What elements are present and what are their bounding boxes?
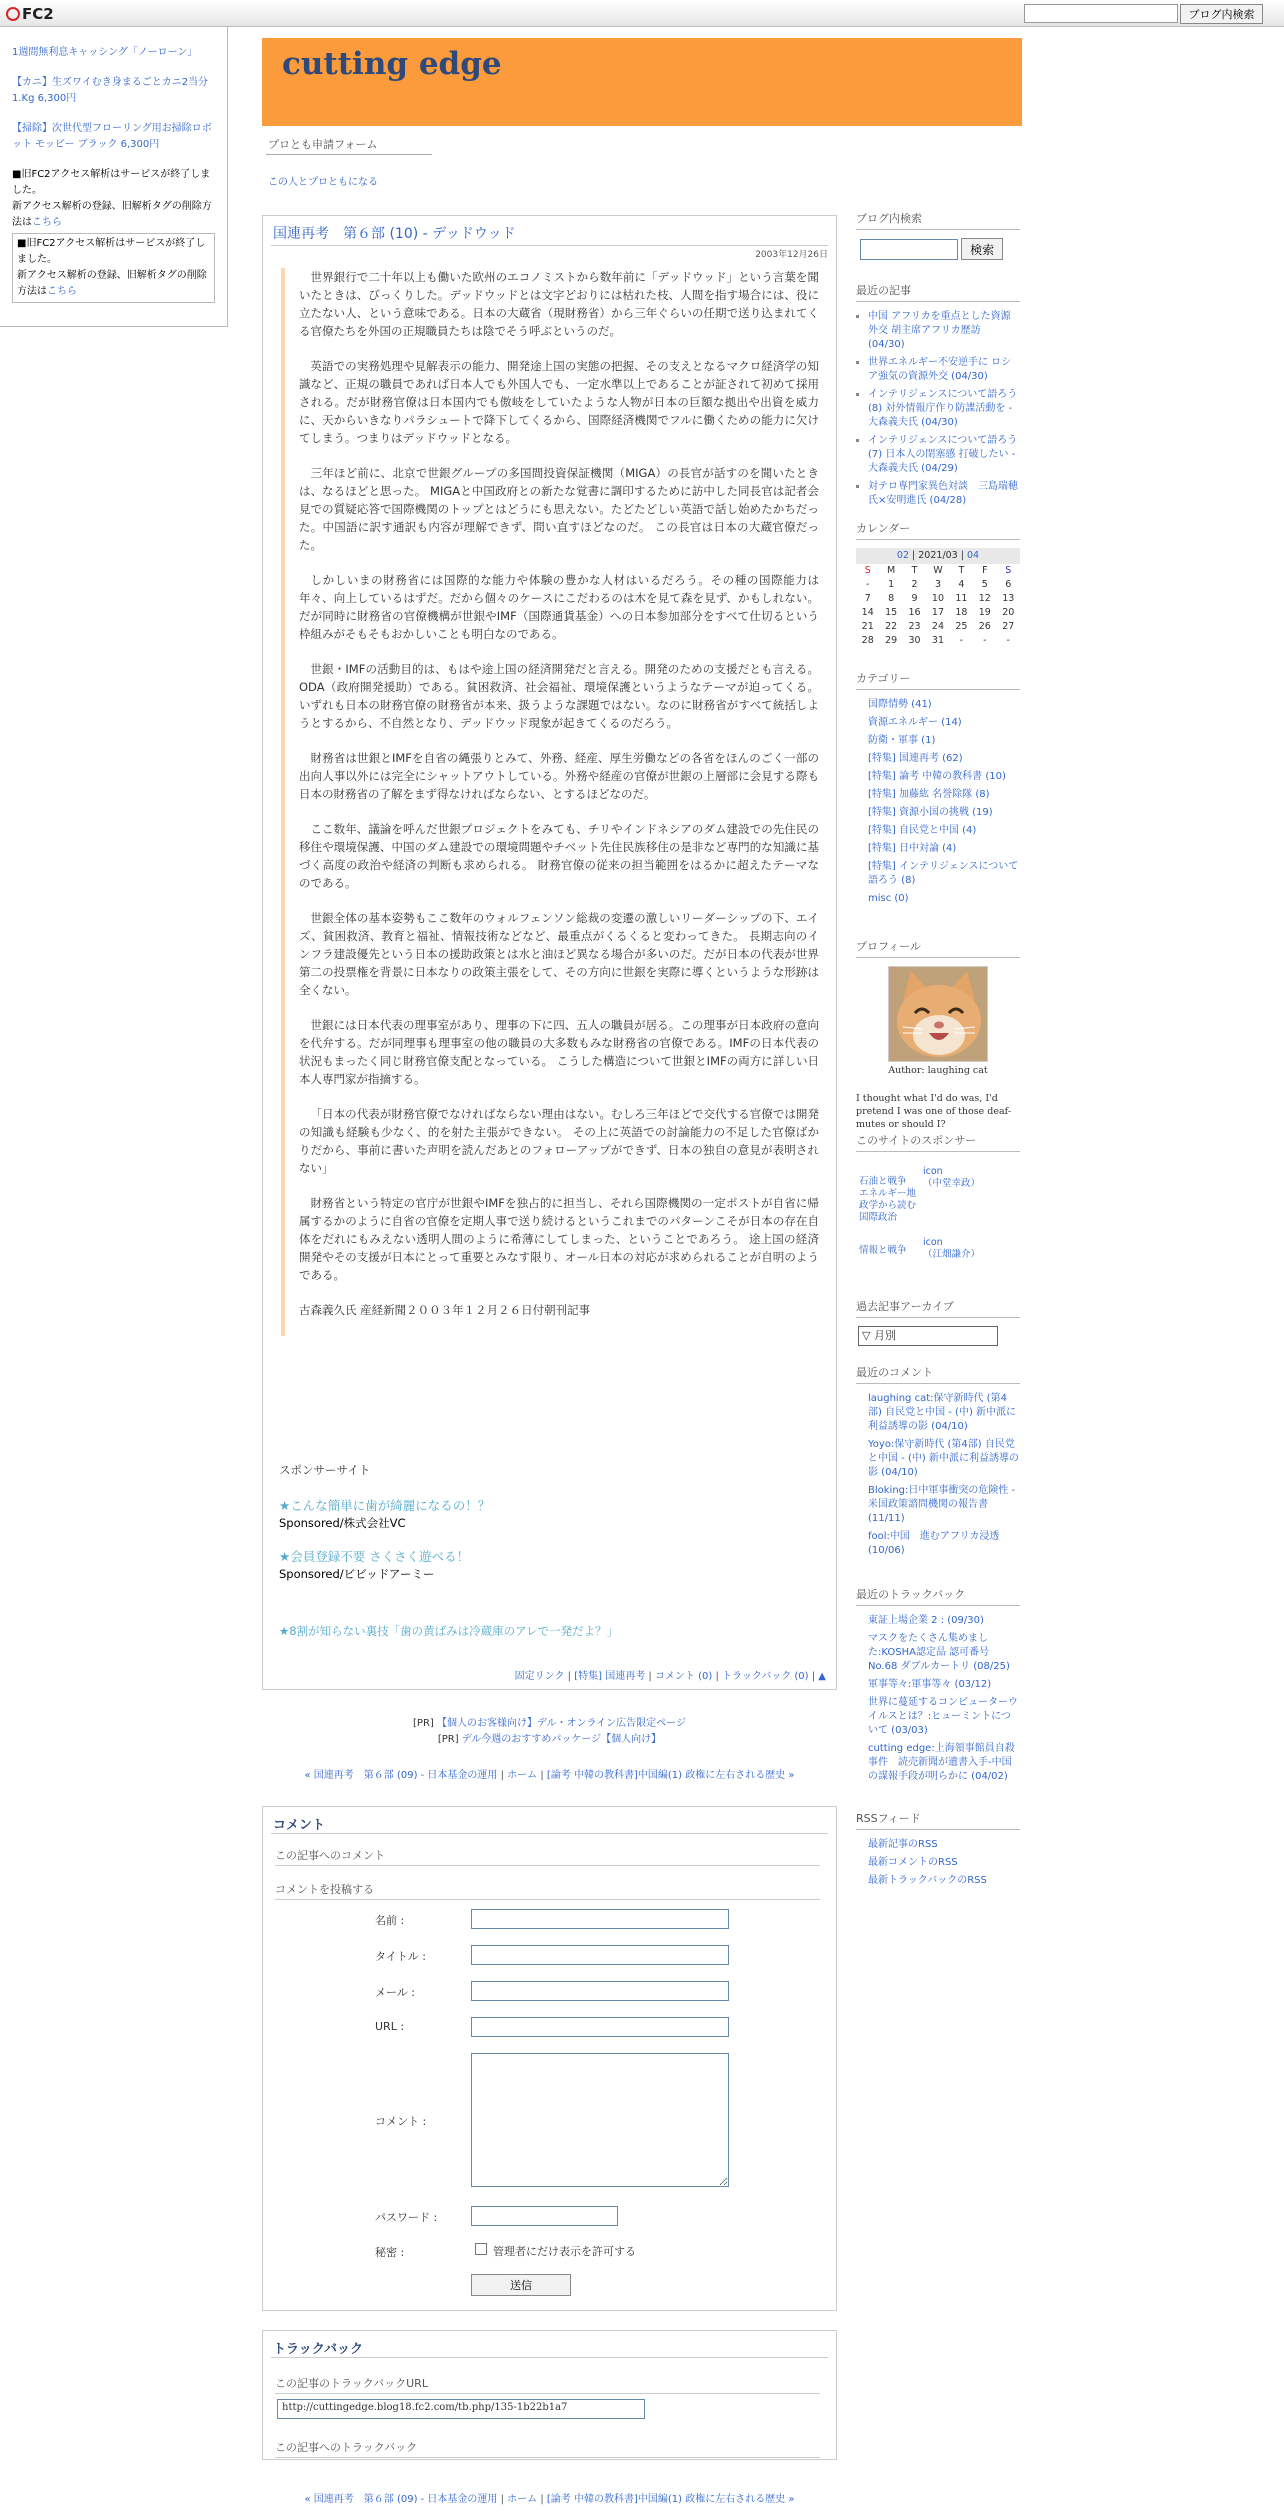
archive-heading: 過去記事アーカイブ <box>856 1300 1020 1318</box>
blog-search-button[interactable]: ブログ内検索 <box>1180 4 1263 24</box>
recent-comments-heading: 最近のコメント <box>856 1366 1020 1384</box>
sponsor-book-icon-1[interactable]: icon <box>923 1166 943 1177</box>
page-top-link[interactable]: ▲ <box>818 1671 826 1682</box>
analytics-notice-box: ■旧FC2アクセス解析はサービスが終了しました。 新アクセス解析の登録、旧解析タグの削除方法はこちら <box>12 233 215 303</box>
sidebar-archive <box>856 1300 1020 1346</box>
category-item-link[interactable]: [特集] 資源小国の挑戦 (19) <box>868 807 993 818</box>
sidebar-recent-comments <box>856 1366 1020 1562</box>
recent-entries-heading: 最近の記事 <box>856 284 1020 302</box>
category-item-link[interactable]: misc (0) <box>868 893 909 904</box>
rss-trackbacks-link[interactable]: 最新トラックバックのRSS <box>868 1875 987 1886</box>
sponsors-table <box>856 1160 1020 1264</box>
recent-entry-link[interactable]: 中国 アフリカを重点とした資源外交 胡主席アフリカ歴訪 (04/30) <box>868 311 1011 350</box>
home-link[interactable]: ホーム <box>507 2494 538 2505</box>
sponsors-heading: このサイトのスポンサー <box>856 1134 1020 1152</box>
prev-entry-link[interactable]: « 国連再考 第６部 (09) - 日本基金の運用 <box>304 2494 498 2505</box>
calendar-cell: 27 <box>1002 621 1015 632</box>
calendar-cell: 21 <box>861 621 874 632</box>
calendar-cell: 7 <box>864 593 871 604</box>
comment-textarea[interactable] <box>471 2053 729 2187</box>
rss-comments-link[interactable]: 最新コメントのRSS <box>868 1857 958 1868</box>
sponsor-company: Sponsored/ビビッドアーミー <box>279 1567 435 1581</box>
calendar-cell: 2 <box>911 579 918 590</box>
protomo-form <box>266 136 432 188</box>
entry-paragraph: 世銀全体の基本姿勢もここ数年のウォルフェンソン総裁の変遷の激しいリーダーシップの下、エイズ、貧困救済、教育と福祉、情報技術などなど、最重点がくるくると変わってきた。 長期志向のインフラ建設優先という日本の援助政策とは水と油ほど異なる場合が多いのだ。だが日本の代表が世界第二の投票権を背景に日本なりの政策主張をして、その方向に世銀を実際に導くというような形跡は全くない。 <box>299 911 819 997</box>
trackback-url-field[interactable]: http://cuttingedge.blog18.fc2.com/tb.php/135-1b22b1a7 <box>277 2399 645 2419</box>
sidebar-search-input[interactable] <box>860 239 958 260</box>
recent-entry-item <box>868 434 1020 476</box>
recent-comment-link[interactable]: laughing cat:保守新時代 (第4部) 自民党と中国 - (中) 新中派に利益誘導の影 (04/10) <box>868 1393 1017 1432</box>
calendar-cell: 6 <box>1005 579 1012 590</box>
sidebar-profile <box>856 940 1020 1131</box>
blog-title[interactable]: cutting edge <box>282 46 502 82</box>
calendar-cell: 30 <box>908 635 921 646</box>
calendar-day-header: S <box>1005 565 1012 576</box>
pr-link-dell-2[interactable]: デル今週のおすすめパッケージ【個人向け】 <box>461 1734 662 1745</box>
profile-text: I thought what I'd do was, I'd pretend I was one of those deaf-mutes or should I? <box>856 1093 1012 1130</box>
trackback-heading: トラックバック <box>273 2342 363 2357</box>
trackback-list-heading: この記事へのトラックバック <box>275 2439 820 2458</box>
profile-avatar <box>888 966 988 1062</box>
calendar-cell: - <box>865 579 870 590</box>
sponsor-heading: スポンサーサイト <box>279 1463 371 1477</box>
recent-trackback-link[interactable]: 世界に蔓延するコンピューターウイルスとは？:ヒューミントについて (03/03) <box>868 1697 1018 1736</box>
analytics-notice: ■旧FC2アクセス解析はサービスが終了しました。 新アクセス解析の登録、旧解析タグの削除方法はこちら <box>12 169 212 228</box>
blog-header <box>262 38 1022 126</box>
recent-trackback-link[interactable]: 軍事等々:軍事等々 (03/12) <box>868 1679 992 1690</box>
calendar-heading: カレンダー <box>856 522 1020 540</box>
calendar-cell: 1 <box>888 579 895 590</box>
ad-link-noloan[interactable]: 1週間無利息キャッシング「ノーローン」 <box>12 47 198 58</box>
calendar-cell: 31 <box>931 635 945 646</box>
calendar-cell: 24 <box>931 621 945 632</box>
categories-heading: カテゴリー <box>856 672 1020 690</box>
calendar-cell: 20 <box>1002 607 1015 618</box>
entry-paragraph: 財務省という特定の官庁が世銀やIMFを独占的に担当し、それら国際機関の一定ポストが自省に帰属するかのように自省の官僚を定期人事で送り続けるというこれまでのパターンこそが日本の存在自体をだれにもみえない透明人間のように希薄にしてしまった、ということであろう。 途上国の経済開発やその支援が日本にとって重要とみなす限り、オール日本の対応が求められることが自明のようである。 <box>299 1196 819 1282</box>
left-ad-column <box>0 27 228 327</box>
comment-list-heading: この記事へのコメント <box>275 1847 820 1866</box>
recent-trackbacks-heading: 最近のトラックバック <box>856 1588 1020 1606</box>
recent-trackback-link[interactable]: 東証上場企業 2 : (09/30) <box>868 1615 984 1626</box>
blog-entry <box>262 215 837 1690</box>
entry-paragraph: 財務省は世銀とIMFを自省の縄張りとみて、外務、経産、厚生労働などの各省をほんのごく一部の出向人事以外には完全にシャットアウトしている。外務や経産の官僚が世銀の上層部に会見する際も日本の財務省の了解をまず得なければならない、とするほどなのだ。 <box>299 751 819 801</box>
entry-body <box>281 268 819 1336</box>
entry-paragraph: 三年ほど前に、北京で世銀グループの多国間投資保証機関（MIGA）の長官が話すのを聞いたときは、なるほどと思った。 MIGAと中国政府との新たな覚書に調印するために訪中した同長官は記者会見での質疑応答で国際機関のトップとはどうにも思えない。たどたどしい英語で話し始めたかちだった。中国語に訳す通訳も内容が理解できず、問い直すほどなのだ。 この長官は日本の大蔵官僚だった。 <box>299 466 819 552</box>
cat-face-icon <box>889 967 988 1062</box>
calendar-table: 02 | 2021/03 | 04 S M T W T F S - 1 2 3 4 5 6 7 8 9 10 11 12 13 14 15 16 17 18 19 20 21 22 23 24 25 26 27 28 29 30 31 - - - <box>856 548 1020 648</box>
name-label: 名前 : <box>375 1914 405 1927</box>
secret-label: 秘密 : <box>375 2246 405 2259</box>
calendar-day-header: W <box>933 565 943 576</box>
blog-search-input[interactable] <box>1024 4 1178 23</box>
recent-entry-link[interactable]: インテリジェンスについて語ろう (7) 日本人の閉塞感 打破したい - 大森義夫氏 (04/29) <box>868 435 1018 474</box>
calendar-cell: 15 <box>885 607 898 618</box>
fc2-topbar <box>0 0 1284 27</box>
recent-comment-link[interactable]: Bloking:日中軍事衝突の危険性 - 米国政策諮問機関の報告書 (11/11) <box>868 1485 1016 1524</box>
sponsor-site-block <box>279 1462 799 1640</box>
analytics-notice-link[interactable]: こちら <box>32 217 62 228</box>
fc2-logo[interactable]: FC2 <box>6 5 54 23</box>
comment-label: コメント : <box>375 2115 427 2128</box>
comment-link[interactable]: コメント (0) <box>654 1671 713 1682</box>
calendar-cell: 29 <box>885 635 898 646</box>
category-item-link[interactable]: [特集] 日中対論 (4) <box>868 843 957 854</box>
prev-entry-link[interactable]: « 国連再考 第６部 (09) - 日本基金の運用 <box>304 1770 498 1781</box>
entry-footer: 固定リンク | [特集] 国連再考 | コメント (0) | トラックバック (0) | ▲ <box>514 1671 826 1682</box>
calendar-prev-link[interactable]: 02 <box>896 550 910 561</box>
category-item-link[interactable]: [特集] インテリジェンスについて語ろう (8) <box>868 861 1019 886</box>
recent-entry-item <box>868 310 1020 352</box>
mail-input[interactable] <box>471 1981 729 2001</box>
calendar-day-header: T <box>958 565 965 576</box>
category-item-link[interactable]: [特集] 論考 中韓の教科書 (10) <box>868 771 1006 782</box>
calendar-cell: 22 <box>885 621 898 632</box>
ad-link-robot[interactable]: 【掃除】次世代型フローリング用お掃除ロボット モッピー ブラック 6,300円 <box>12 123 212 150</box>
entry-paragraph: 「日本の代表が財務官僚でなければならない理由はない。むしろ三年ほどで交代する官僚では開発の知識も経験も少なく、的を射た主張ができない。 その上に英語での討論能力の不足した官僚ばかりだから、事前に書いた声明を読んだあとのフォローアップができず、日本の独自の意見が表明されない」 <box>299 1107 819 1175</box>
category-item-link[interactable]: [特集] 国連再考 (62) <box>868 753 963 764</box>
category-item-link[interactable]: 国際情勢 (41) <box>868 699 932 710</box>
sponsor-book-author-2: （江畑謙介） <box>923 1249 981 1260</box>
sponsor-link[interactable]: ★8割が知らない裏技「歯の黄ばみは冷蔵庫のアレで一発だよ？」 <box>279 1624 619 1638</box>
recent-entry-item <box>868 356 1020 384</box>
entry-paragraph: 英語での実務処理や見解表示の能力、開発途上国の実態の把握、その支えとなるマクロ経済学の知識など、正規の職員であれば日本人でも外国人でも、一定水準以上であることが証されて初めて採用される。だが財務官僚は日本国内でも傲岐をしていたような人物が日本の巨額な拠出や出資を威力に、天からいきなりパラシュートで降下してくるから、国際経済機関でフルに働くための能力に欠けてしまう。つまりはデッドウッドとなる。 <box>299 359 819 445</box>
sponsor-company: Sponsored/株式会社VC <box>279 1516 406 1530</box>
protomo-heading: プロとも申請フォーム <box>266 136 432 155</box>
entry-title[interactable]: 国連再考 第６部 (10) - デッドウッド <box>273 226 516 242</box>
pr-link-dell-1[interactable]: 【個人のお客様向け】デル・オンライン広告限定ページ <box>436 1718 686 1729</box>
password-label: パスワード : <box>375 2211 438 2224</box>
sponsor-book-link-2[interactable]: 情報と戦争 <box>859 1245 907 1256</box>
recent-entry-item <box>868 480 1020 508</box>
entry-paragraph: ここ数年、議論を呼んだ世銀プロジェクトをみても、チリやインドネシアのダム建設での先住民の移住や環境保護、中国のダム建設での環境問題やチベット先住民族移住の是非など専門的な知識に基づく高度の政治や経済の判断も求められる。 財務官僚の従来の担当範囲をはるかに超えたテーマなのである。 <box>299 822 819 890</box>
trackback-box <box>262 2330 837 2460</box>
calendar-cell: 9 <box>911 593 918 604</box>
calendar-cell: 12 <box>978 593 991 604</box>
sidebar-categories <box>856 672 1020 910</box>
calendar-cell: 25 <box>955 621 968 632</box>
recent-comment-link[interactable]: Yoyo:保守新時代 (第4部) 自民党と中国 - (中) 新中派に利益誘導の影 (04/10) <box>868 1439 1019 1478</box>
sidebar-search-heading: ブログ内検索 <box>856 212 1020 230</box>
sponsor-book-author-1: （中堂幸政） <box>923 1178 981 1189</box>
sidebar-sponsors <box>856 1134 1020 1264</box>
category-link[interactable]: [特集] 国連再考 <box>574 1671 646 1682</box>
comment-heading: コメント <box>273 1818 326 1833</box>
sidebar-calendar <box>856 522 1020 648</box>
entry-paragraph: 世銀・IMFの活動目的は、もはや途上国の経済開発だと言える。開発のための支援だとも言える。ODA（政府開発援助）である。貧困救済、社会福祉、環境保護というようなテーマが迫ってくる。 いずれも日本の財務官僚の財務省が本来、扱うような課題ではない。なのに財務省がすべて統括しようとするから、不自然となり、デッドウッド現象が起きてくるのだろう。 <box>299 662 819 730</box>
calendar-cell: - <box>959 635 964 646</box>
rss-heading: RSSフィード <box>856 1812 1020 1830</box>
calendar-cell: 5 <box>981 579 988 590</box>
rss-entries-link[interactable]: 最新記事のRSS <box>868 1839 938 1850</box>
trackback-url-heading: この記事のトラックバックURL <box>275 2375 820 2394</box>
recent-entry-link[interactable]: 世界エネルギー不安逆手に ロシア強気の資源外交 (04/30) <box>868 357 1012 382</box>
recent-trackback-link[interactable]: マスクをたくさん集めました:KOSHA認定品 認可番号 No.68 ダブルカートリ (08/25) <box>868 1633 1010 1672</box>
calendar-day-header: S <box>864 565 871 576</box>
title-label: タイトル : <box>375 1950 426 1963</box>
entry-nav-bottom: « 国連再考 第６部 (09) - 日本基金の運用 | ホーム | [論考 中韓の教科書]中国編(1) 政権に左右される歴史 » <box>304 2494 795 2505</box>
pr-block: [PR] 【個人のお客様向け】デル・オンライン広告限定ページ [PR] デル今週のおすすめパッケージ【個人向け】 <box>413 1718 686 1745</box>
mail-label: メール : <box>375 1986 415 1999</box>
calendar-cell: 14 <box>861 607 874 618</box>
category-item-link[interactable]: 防衛・軍事 (1) <box>868 735 936 746</box>
secret-checkbox[interactable] <box>475 2243 487 2255</box>
comment-box <box>262 1806 837 2311</box>
ad-link-crab[interactable]: 【カニ】生ズワイむき身まるごとカニ2当分 1.Kg 6,300円 <box>12 77 209 104</box>
recent-entry-link[interactable]: インテリジェンスについて語ろう (8) 対外情報庁作り防諜活動を - 大森義夫氏 (04/30) <box>868 389 1018 428</box>
title-input[interactable] <box>471 1945 729 1965</box>
entry-nav-top: « 国連再考 第６部 (09) - 日本基金の運用 | ホーム | [論考 中韓の教科書]中国編(1) 政権に左右される歴史 » <box>304 1770 795 1781</box>
profile-author: Author: laughing cat <box>888 1065 988 1076</box>
next-entry-link[interactable]: [論考 中韓の教科書]中国編(1) 政権に左右される歴史 » <box>546 2494 795 2505</box>
calendar-cell: 8 <box>888 593 895 604</box>
calendar-cell: 11 <box>955 593 968 604</box>
password-input[interactable] <box>471 2206 618 2226</box>
fc2-logo-icon <box>6 7 20 21</box>
recent-entry-item <box>868 388 1020 430</box>
sponsor-link[interactable]: ★こんな簡単に歯が綺麗になるの！？ <box>279 1498 491 1513</box>
entry-paragraph: 世界銀行で二十年以上も働いた欧州のエコノミストから数年前に「デッドウッド」という言葉を聞いたときは、びっくりした。デッドウッドとは文字どおりには枯れた枝、人間を指す場合には、役に立たない人、という意味である。日本の大蔵省（現財務省）から三年ぐらいの任期で送り込まれてくる官僚たちを外国の正規職員たちは陰でそう呼ぶというのだ。 <box>299 270 819 338</box>
calendar-day-header: T <box>911 565 918 576</box>
home-link[interactable]: ホーム <box>507 1770 538 1781</box>
entry-paragraph: しかしいまの財務省には国際的な能力や体験の豊かな人材はいるだろう。その種の国際能力は年々、向上しているはずだ。だから個々のケースにこだわるのは木を見て森を見ず、かもしれない。だが同時に財務省の官僚機構が世銀やIMF（国際通貨基金）への日本参加部分をすべて仕切るという枠組みがそもそもおかしいことも明白なのである。 <box>299 573 819 641</box>
archive-select[interactable]: ▽ 月別 <box>858 1326 998 1346</box>
permalink-link[interactable]: 固定リンク <box>514 1671 565 1682</box>
calendar-cell: - <box>983 635 987 646</box>
calendar-cell: 13 <box>1002 593 1015 604</box>
url-input[interactable] <box>471 2017 729 2037</box>
secret-checkbox-label: 管理者にだけ表示を許可する <box>493 2245 636 2258</box>
analytics-notice-inner-link[interactable]: こちら <box>47 286 77 297</box>
recent-trackback-link[interactable]: cutting edge:上海領事館員自殺事件 読売新聞が遺書入手-中国の謀報手段が明らかに (04/02) <box>868 1743 1015 1782</box>
profile-heading: プロフィール <box>856 940 1020 958</box>
category-item-link[interactable]: [特集] 自民党と中国 (4) <box>868 825 977 836</box>
calendar-cell: 19 <box>978 607 991 618</box>
url-label: URL : <box>375 2020 405 2033</box>
sidebar-rss <box>856 1812 1020 1892</box>
calendar-cell: 16 <box>908 607 921 618</box>
sidebar-search <box>856 212 1020 260</box>
entry-source: 古森義久氏 産経新聞２００３年１２月２６日付朝刊記事 <box>299 1303 591 1317</box>
calendar-cell: 18 <box>955 607 968 618</box>
name-input[interactable] <box>471 1909 729 1929</box>
calendar-day-header: M <box>887 565 896 576</box>
calendar-cell: 10 <box>931 593 945 604</box>
protomo-link[interactable]: この人とプロともになる <box>268 177 378 188</box>
sponsor-book-icon-2[interactable]: icon <box>923 1237 943 1248</box>
entry-date: 2003年12月26日 <box>755 250 828 260</box>
category-item-link[interactable]: 資源エネルギー (14) <box>868 717 962 728</box>
calendar-cell: 23 <box>908 621 921 632</box>
comment-heading-divider <box>271 1833 828 1834</box>
recent-entry-link[interactable]: 対テロ専門家異色対談 三島瑞穂氏×安明進氏 (04/28) <box>868 481 1018 506</box>
calendar-next-link[interactable]: 04 <box>966 550 980 561</box>
calendar-cell: 4 <box>958 579 965 590</box>
calendar-cell: 17 <box>931 607 945 618</box>
sponsor-book-link-1[interactable]: 石油と戦争 エネルギー地政学から読む国際政治 <box>859 1176 917 1223</box>
sidebar-recent-trackbacks <box>856 1588 1020 1788</box>
sidebar-recent-entries <box>856 284 1020 512</box>
trackback-link[interactable]: トラックバック (0) <box>722 1671 809 1682</box>
category-item-link[interactable]: [特集] 加藤紘 名誉除隊 (8) <box>868 789 990 800</box>
calendar-cell: 26 <box>978 621 991 632</box>
sponsor-link[interactable]: ★会員登録不要 さくさく遊べる！ <box>279 1549 470 1564</box>
calendar-cell: 28 <box>861 635 874 646</box>
sidebar-search-button[interactable]: 検索 <box>961 238 1003 260</box>
comment-post-heading: コメントを投稿する <box>275 1881 820 1900</box>
entry-title-divider <box>271 245 828 246</box>
entry-paragraph: 世銀には日本代表の理事室があり、理事の下に四、五人の職員が居る。この理事が日本政府の意向を代弁する。だが同理事も理事室の他の職員の大多数もみな財務省の官僚である。IMFの日本代表の状況もまったく同じ財務官僚支配となっている。 こうした構造について世銀とIMFの両方に詳しい日本人専門家が指摘する。 <box>299 1018 819 1086</box>
submit-comment-button[interactable]: 送信 <box>471 2274 571 2296</box>
calendar-day-header: F <box>982 565 988 576</box>
calendar-current: 2021/03 <box>918 550 958 561</box>
recent-comment-link[interactable]: fool:中国 進むアフリカ浸透 (10/06) <box>868 1531 1000 1556</box>
calendar-cell: - <box>1006 635 1010 646</box>
calendar-cell: 3 <box>934 579 941 590</box>
trackback-heading-divider <box>271 2357 828 2358</box>
next-entry-link[interactable]: [論考 中韓の教科書]中国編(1) 政権に左右される歴史 » <box>546 1770 795 1781</box>
